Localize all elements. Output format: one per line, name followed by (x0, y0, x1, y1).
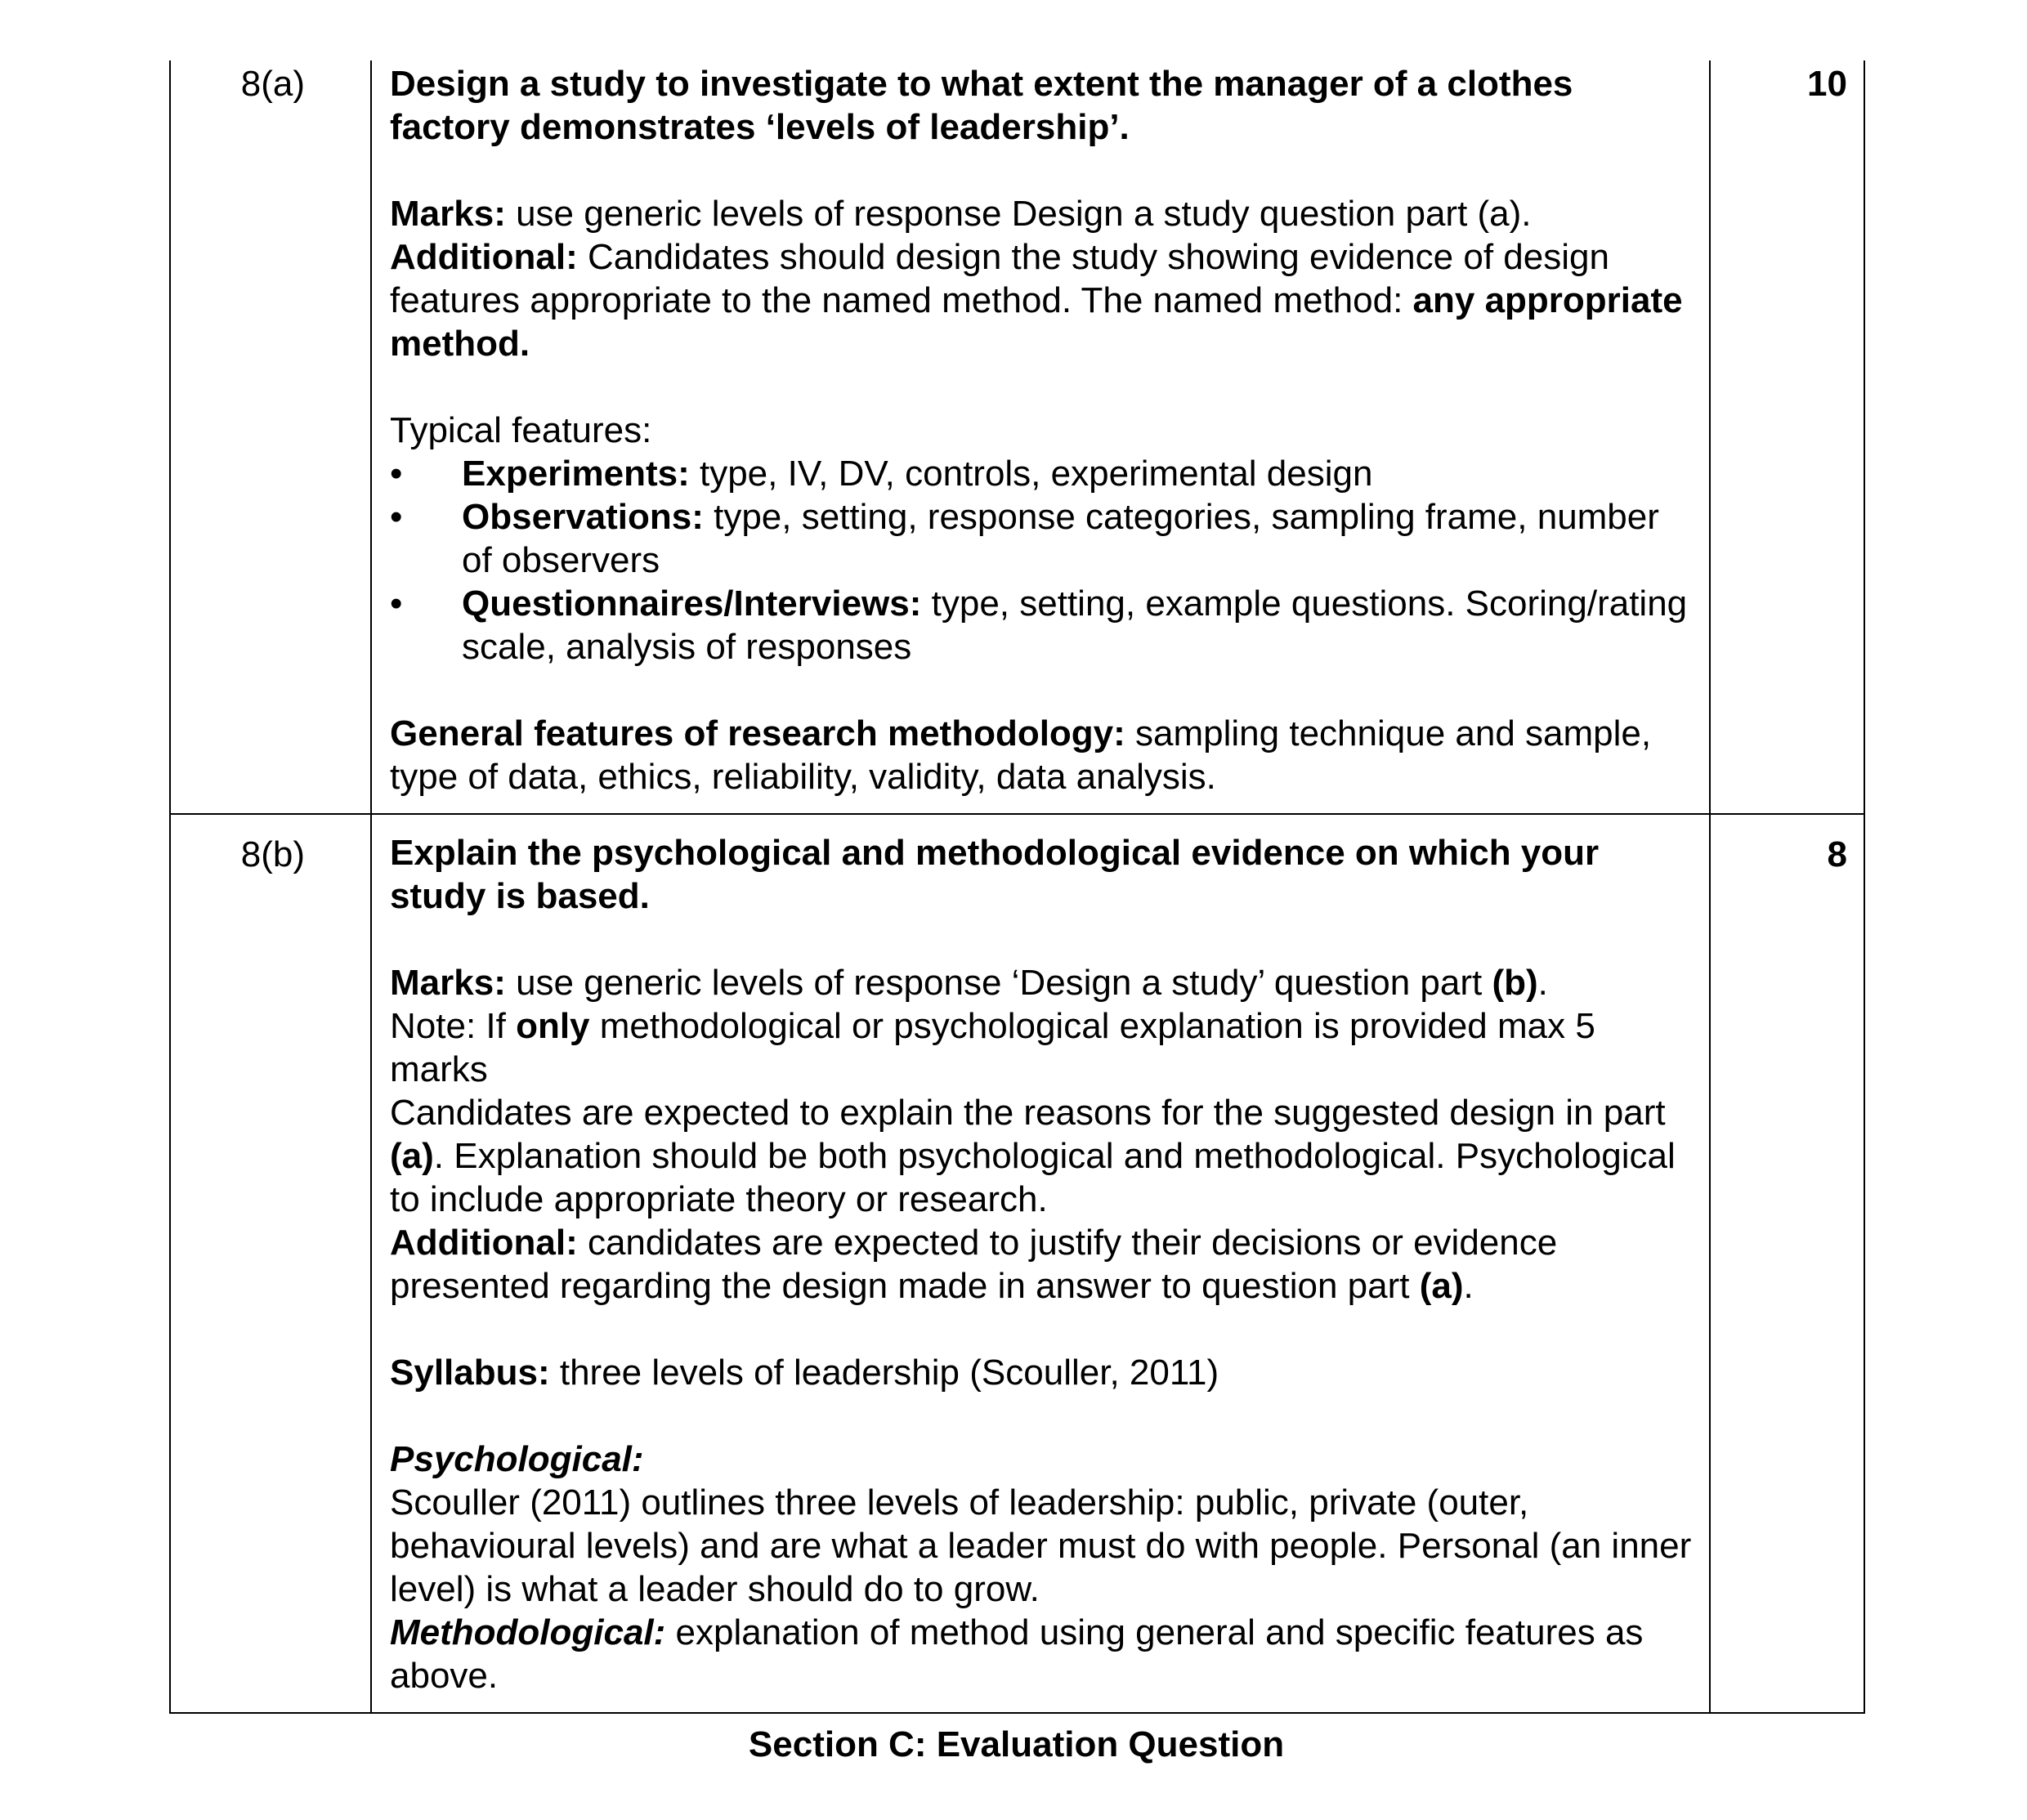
table-row (170, 814, 1864, 1713)
marks-guidance: Marks: use generic levels of response Design a study question part (a). (390, 194, 1532, 234)
features-list (390, 452, 1693, 669)
general-features: General features of research methodology: sampling technique and sample, type of data, ethics, reliability, validity, data analysis. (390, 713, 1652, 797)
syllabus-text: Syllabus: three levels of leadership (Scouller, 2011) (390, 1353, 1219, 1393)
marks-guidance: Marks: use generic levels of response ‘Design a study’ question part (b). (390, 963, 1548, 1003)
candidates-guidance: Candidates are expected to explain the reasons for the suggested design in part (a). Explanation should be both psychological and methodological. Psychological to include appropriate theory or research. (390, 1093, 1676, 1219)
question-heading: Design a study to investigate to what extent the manager of a clothes factory demonstrates ‘levels of leadership’. (390, 64, 1573, 147)
question-number: 8(a) (170, 60, 371, 814)
list-item: • Observations: type, setting, response categories, sampling frame, number of observers (390, 497, 1659, 580)
list-item: • Experiments: type, IV, DV, controls, experimental design (390, 454, 1373, 494)
question-number: 8(b) (170, 814, 371, 1713)
list-item: • Questionnaires/Interviews: type, setting, example questions. Scoring/rating scale, analysis of responses (390, 584, 1688, 667)
typical-features-heading: Typical features: (390, 410, 652, 450)
psychological-heading: Psychological: (390, 1439, 644, 1479)
note-text: Note: If only methodological or psychological explanation is provided max 5 marks (390, 1006, 1595, 1089)
question-heading: Explain the psychological and methodological evidence on which your study is based. (390, 833, 1600, 916)
section-title: Section C: Evaluation Question (748, 1724, 1285, 1764)
bullet-icon: • (390, 584, 403, 624)
psychological-text: Scouller (2011) outlines three levels of leadership: public, private (outer, behavioural levels) and are what a leader must do with people. Personal (an inner level) is what a leader should do to grow. (390, 1482, 1692, 1609)
marks-value: 8 (1710, 814, 1864, 1713)
answer-cell (371, 60, 1710, 814)
mark-scheme-table (169, 60, 1865, 1714)
marks-value: 10 (1710, 60, 1864, 814)
additional-guidance: Additional: candidates are expected to justify their decisions or evidence presented regarding the design made in answer to question part (a). (390, 1223, 1558, 1306)
bullet-icon: • (390, 454, 403, 494)
bullet-icon: • (390, 497, 403, 537)
methodological-text: Methodological: explanation of method using general and specific features as above. (390, 1612, 1644, 1696)
additional-guidance: Additional: Candidates should design the study showing evidence of design features appropriate to the named method. The named method: any appropriate method. (390, 237, 1683, 364)
table-row (170, 60, 1864, 814)
answer-cell (371, 814, 1710, 1713)
